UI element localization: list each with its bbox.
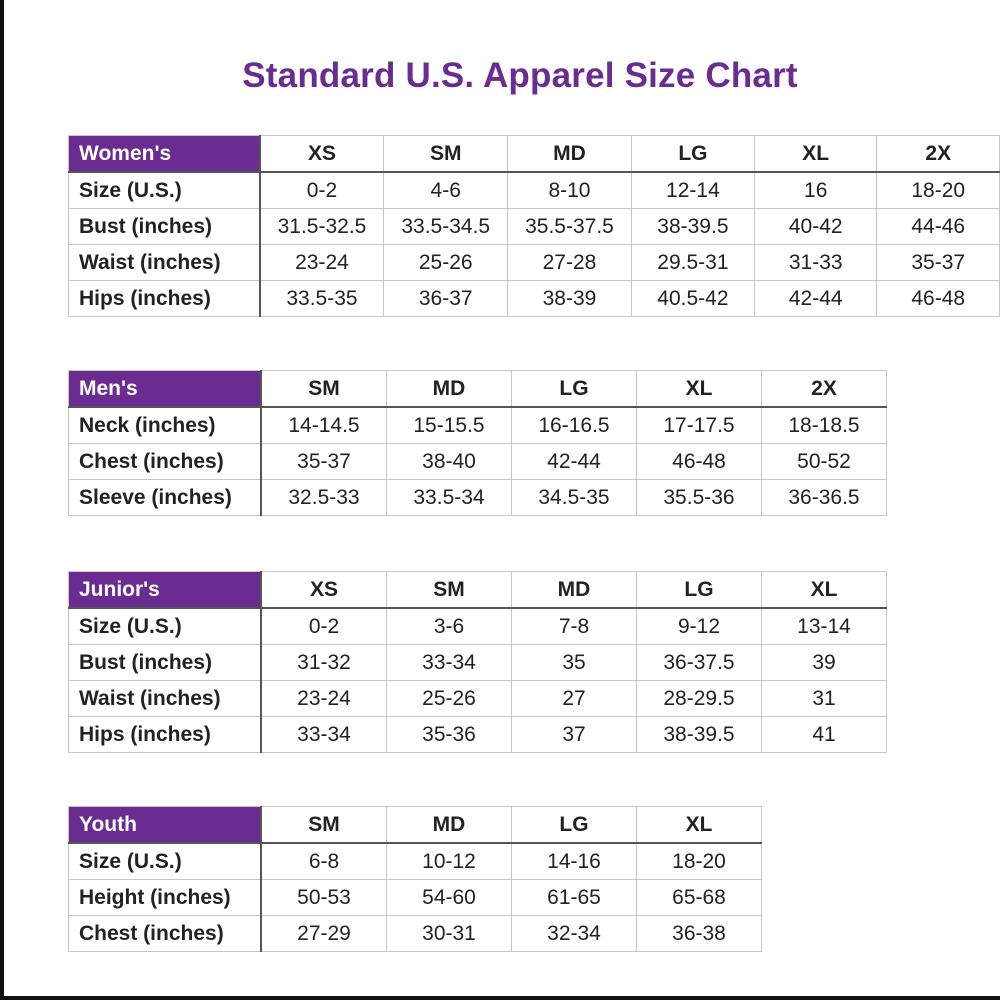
table-cell: 23-24 (260, 245, 384, 281)
page-title: Standard U.S. Apparel Size Chart (242, 56, 798, 95)
table-cell: 38-39.5 (637, 717, 762, 753)
size-column-header: SM (387, 572, 512, 609)
size-column-header: MD (512, 572, 637, 609)
table-cell: 35-37 (261, 444, 387, 480)
row-label: Hips (inches) (69, 281, 260, 317)
row-label: Waist (inches) (69, 681, 262, 717)
table-cell: 15-15.5 (387, 407, 512, 444)
size-column-header: SM (261, 371, 387, 408)
table-cell: 9-12 (637, 608, 762, 645)
table-section-header: Junior's (69, 572, 262, 609)
row-label: Height (inches) (69, 880, 262, 916)
table-header-row (69, 136, 1000, 173)
table-cell: 35 (512, 645, 637, 681)
size-column-header: XL (637, 371, 762, 408)
table-cell: 42-44 (754, 281, 877, 317)
size-column-header: LG (637, 572, 762, 609)
table-cell: 35.5-37.5 (508, 209, 632, 245)
bottom-frame-border (0, 996, 1000, 1000)
size-column-header: 2X (877, 136, 1000, 173)
table-cell: 31.5-32.5 (260, 209, 384, 245)
row-label: Chest (inches) (69, 444, 262, 480)
size-column-header: SM (261, 807, 387, 844)
row-label: Neck (inches) (69, 407, 262, 444)
table-cell: 50-53 (261, 880, 387, 916)
table-cell: 33.5-34 (387, 480, 512, 516)
left-frame-border (0, 0, 4, 1000)
table-cell: 36-37.5 (637, 645, 762, 681)
table-cell: 36-36.5 (762, 480, 887, 516)
table-cell: 50-52 (762, 444, 887, 480)
womens-size-table (68, 135, 1000, 317)
table-cell: 29.5-31 (631, 245, 754, 281)
row-label: Size (U.S.) (69, 172, 260, 209)
table-row (69, 281, 1000, 317)
row-label: Bust (inches) (69, 645, 262, 681)
juniors-size-table (68, 571, 887, 753)
row-label: Hips (inches) (69, 717, 262, 753)
table-row (69, 880, 762, 916)
table-cell: 38-39.5 (631, 209, 754, 245)
table-row (69, 209, 1000, 245)
table-cell: 36-38 (637, 916, 762, 952)
table-row (69, 916, 762, 952)
table-cell: 44-46 (877, 209, 1000, 245)
size-column-header: LG (512, 371, 637, 408)
table-cell: 23-24 (261, 681, 387, 717)
table-section-header: Men's (69, 371, 262, 408)
table-cell: 40-42 (754, 209, 877, 245)
table-cell: 27-28 (508, 245, 632, 281)
table-cell: 32-34 (512, 916, 637, 952)
table-cell: 35-36 (387, 717, 512, 753)
table-cell: 39 (762, 645, 887, 681)
table-row (69, 843, 762, 880)
row-label: Chest (inches) (69, 916, 262, 952)
size-column-header: LG (631, 136, 754, 173)
table-cell: 18-20 (877, 172, 1000, 209)
table-cell: 10-12 (387, 843, 512, 880)
table-header-row (69, 807, 762, 844)
table-row (69, 608, 887, 645)
size-column-header: MD (387, 807, 512, 844)
table-row (69, 480, 887, 516)
table-cell: 18-20 (637, 843, 762, 880)
table-cell: 31-33 (754, 245, 877, 281)
size-column-header: XS (261, 572, 387, 609)
table-cell: 35.5-36 (637, 480, 762, 516)
table-cell: 42-44 (512, 444, 637, 480)
table-cell: 16 (754, 172, 877, 209)
table-cell: 0-2 (260, 172, 384, 209)
row-label: Bust (inches) (69, 209, 260, 245)
table-cell: 25-26 (387, 681, 512, 717)
table-cell: 4-6 (384, 172, 508, 209)
table-row (69, 645, 887, 681)
table-cell: 31-32 (261, 645, 387, 681)
table-row (69, 681, 887, 717)
size-column-header: SM (384, 136, 508, 173)
table-section-header: Women's (69, 136, 260, 173)
table-cell: 16-16.5 (512, 407, 637, 444)
table-cell: 61-65 (512, 880, 637, 916)
table-cell: 31 (762, 681, 887, 717)
table-section-header: Youth (69, 807, 262, 844)
table-cell: 38-39 (508, 281, 632, 317)
size-column-header: MD (387, 371, 512, 408)
table-cell: 12-14 (631, 172, 754, 209)
table-cell: 33.5-35 (260, 281, 384, 317)
table-cell: 41 (762, 717, 887, 753)
youth-size-table (68, 806, 762, 952)
table-cell: 46-48 (637, 444, 762, 480)
table-cell: 33-34 (261, 717, 387, 753)
size-column-header: XL (637, 807, 762, 844)
row-label: Size (U.S.) (69, 843, 262, 880)
table-cell: 37 (512, 717, 637, 753)
row-label: Size (U.S.) (69, 608, 262, 645)
row-label: Waist (inches) (69, 245, 260, 281)
size-column-header: LG (512, 807, 637, 844)
size-column-header: XL (754, 136, 877, 173)
table-cell: 33-34 (387, 645, 512, 681)
table-cell: 18-18.5 (762, 407, 887, 444)
table-cell: 27-29 (261, 916, 387, 952)
table-header-row (69, 371, 887, 408)
table-cell: 25-26 (384, 245, 508, 281)
table-cell: 32.5-33 (261, 480, 387, 516)
table-cell: 28-29.5 (637, 681, 762, 717)
table-cell: 40.5-42 (631, 281, 754, 317)
row-label: Sleeve (inches) (69, 480, 262, 516)
table-row (69, 407, 887, 444)
table-cell: 6-8 (261, 843, 387, 880)
size-column-header: MD (508, 136, 632, 173)
table-cell: 34.5-35 (512, 480, 637, 516)
table-cell: 8-10 (508, 172, 632, 209)
table-cell: 54-60 (387, 880, 512, 916)
table-cell: 65-68 (637, 880, 762, 916)
table-cell: 17-17.5 (637, 407, 762, 444)
table-row (69, 245, 1000, 281)
table-row (69, 444, 887, 480)
table-row (69, 172, 1000, 209)
table-cell: 30-31 (387, 916, 512, 952)
size-column-header: 2X (762, 371, 887, 408)
table-cell: 14-14.5 (261, 407, 387, 444)
table-cell: 36-37 (384, 281, 508, 317)
table-cell: 33.5-34.5 (384, 209, 508, 245)
table-cell: 27 (512, 681, 637, 717)
mens-size-table (68, 370, 887, 516)
table-cell: 35-37 (877, 245, 1000, 281)
table-cell: 0-2 (261, 608, 387, 645)
table-header-row (69, 572, 887, 609)
size-column-header: XS (260, 136, 384, 173)
table-cell: 14-16 (512, 843, 637, 880)
table-cell: 46-48 (877, 281, 1000, 317)
table-cell: 7-8 (512, 608, 637, 645)
table-cell: 13-14 (762, 608, 887, 645)
table-cell: 3-6 (387, 608, 512, 645)
table-cell: 38-40 (387, 444, 512, 480)
table-row (69, 717, 887, 753)
size-column-header: XL (762, 572, 887, 609)
